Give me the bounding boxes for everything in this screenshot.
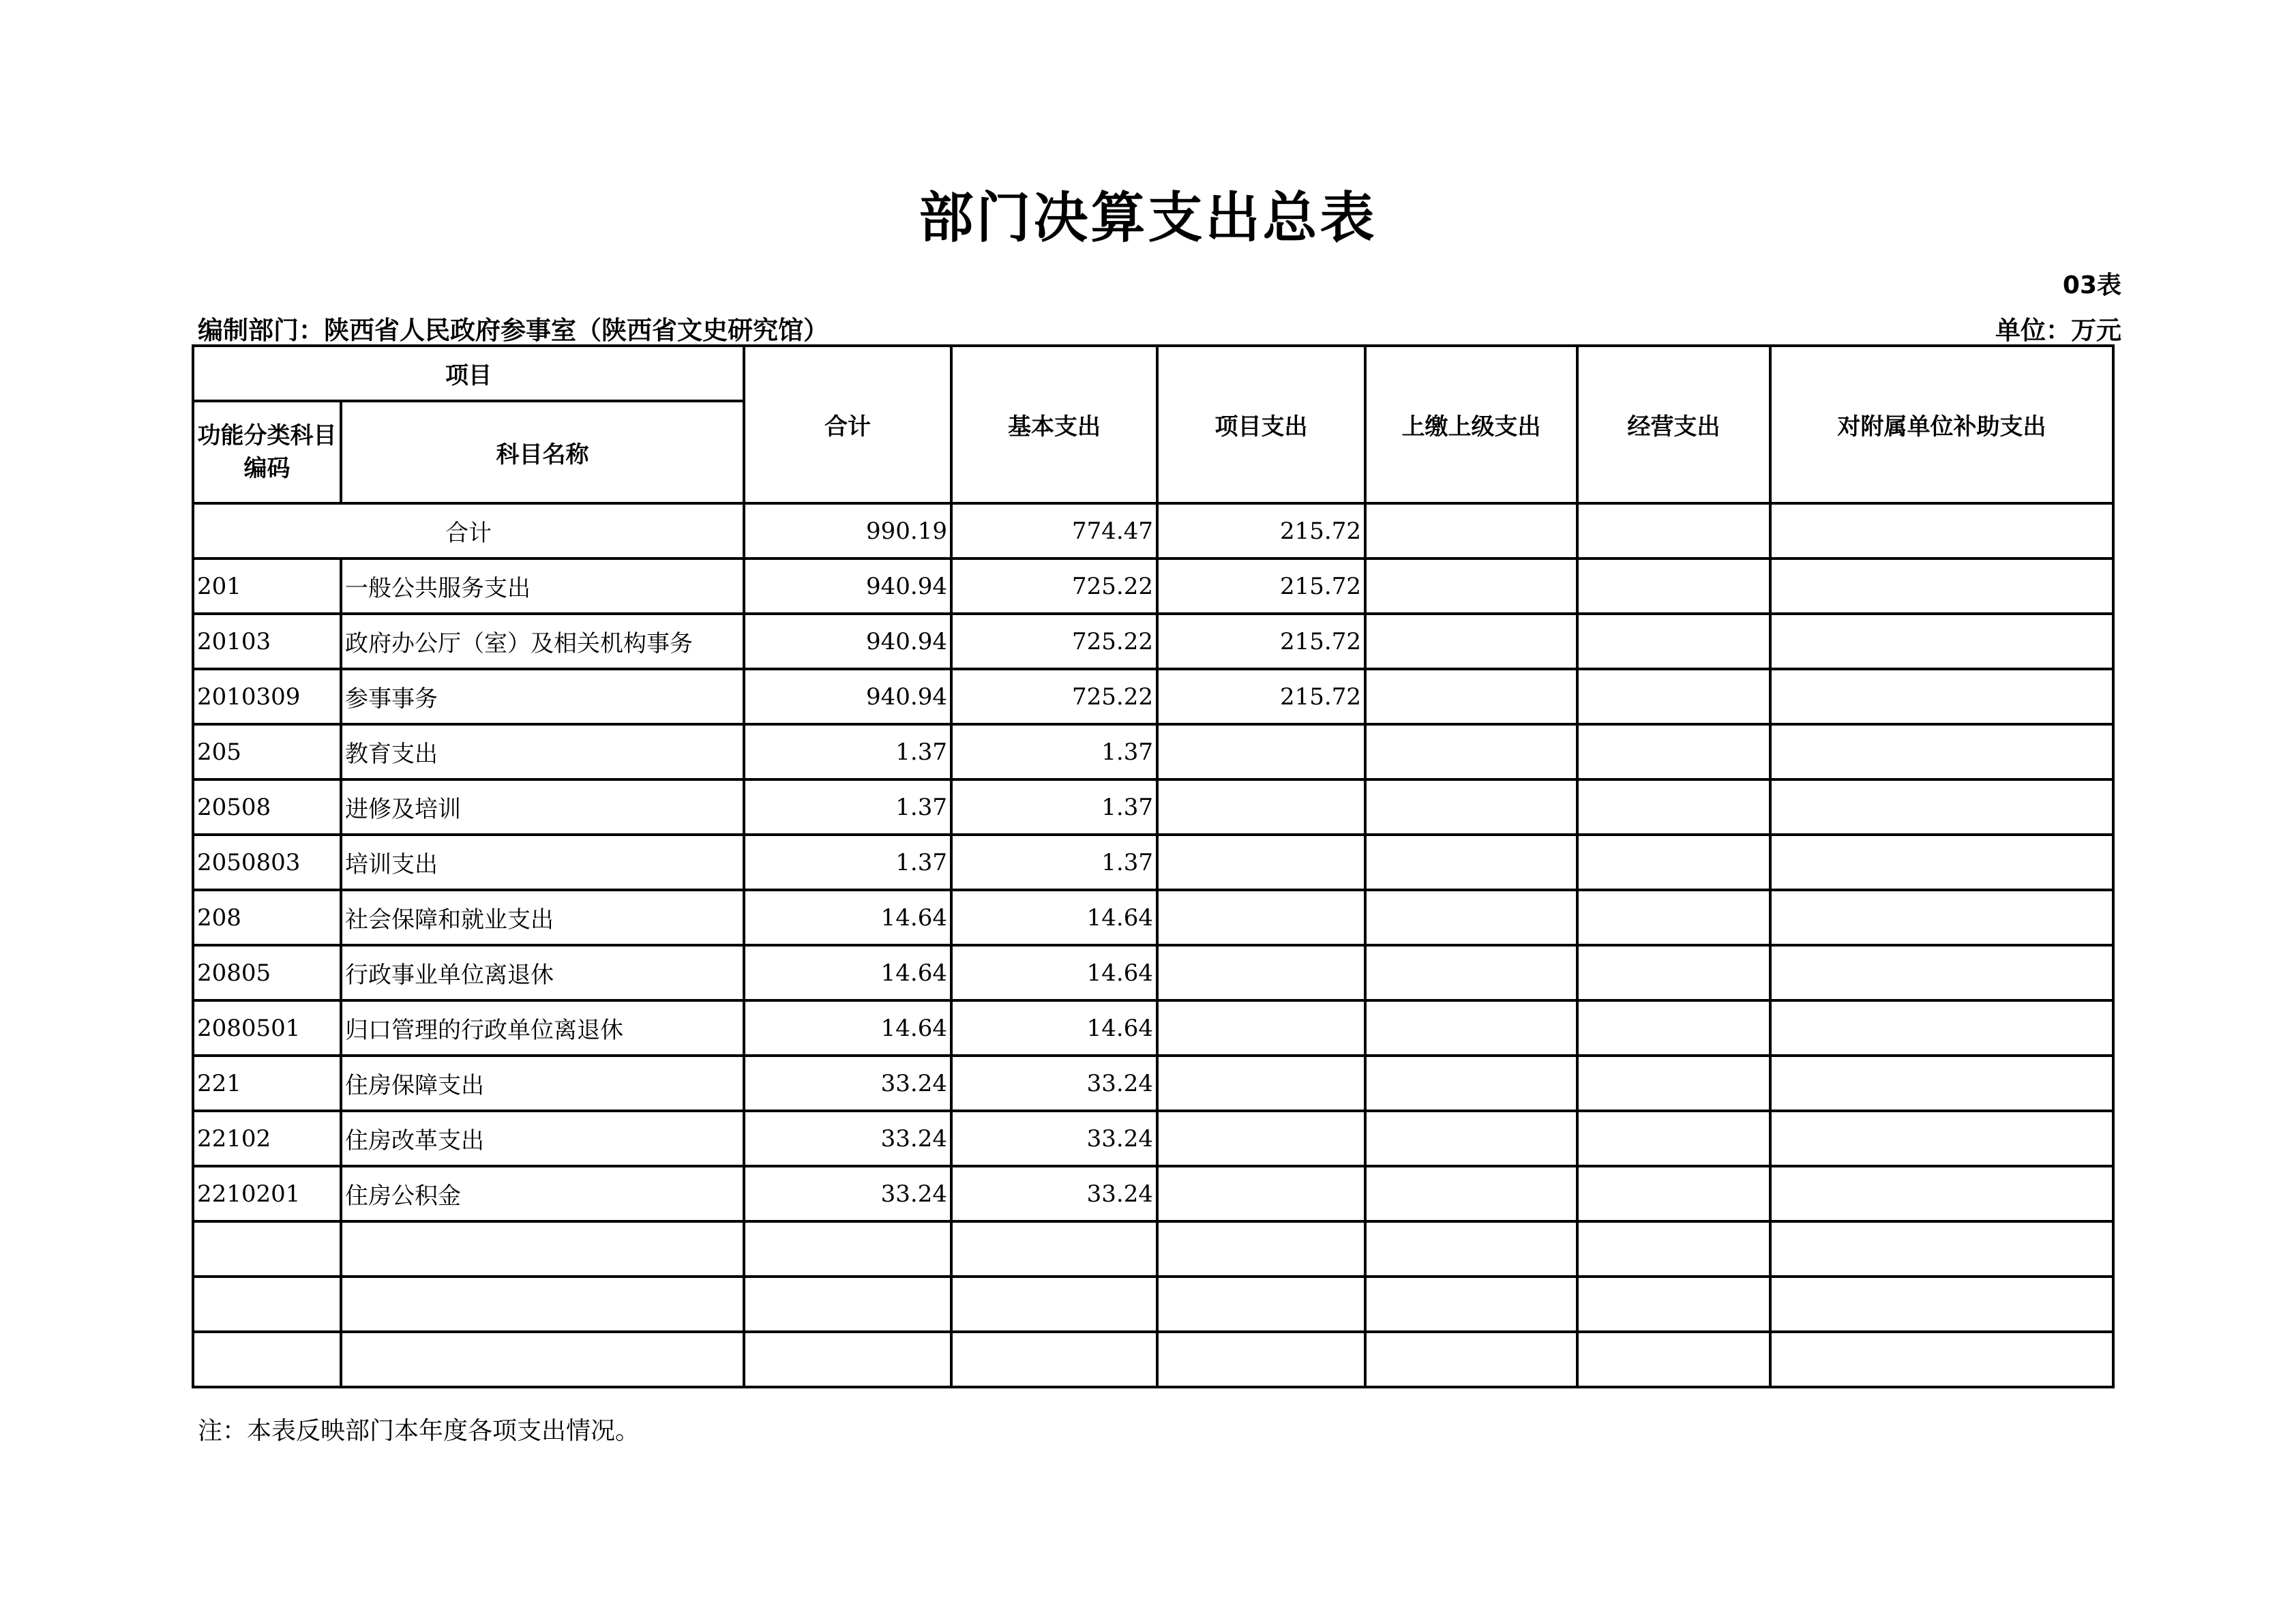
cell-project xyxy=(1157,1111,1365,1166)
cell-subsidy xyxy=(1770,1221,2113,1277)
table-row xyxy=(193,1056,2113,1111)
cell-total: 1.37 xyxy=(744,835,951,890)
cell-basic: 1.37 xyxy=(951,724,1157,779)
cell-code: 2050803 xyxy=(193,835,341,890)
summary-row xyxy=(193,503,2113,559)
cell-total: 14.64 xyxy=(744,890,951,945)
header-basic: 基本支出 xyxy=(951,346,1157,503)
cell-business xyxy=(1577,890,1770,945)
cell-superior xyxy=(1365,724,1577,779)
cell-total: 940.94 xyxy=(744,559,951,614)
summary-label: 合计 xyxy=(193,503,744,559)
cell-name: 行政事业单位离退休 xyxy=(341,945,744,1000)
cell-code xyxy=(193,1332,341,1387)
cell-basic: 33.24 xyxy=(951,1111,1157,1166)
header-business: 经营支出 xyxy=(1577,346,1770,503)
cell-subsidy xyxy=(1770,890,2113,945)
cell-total: 14.64 xyxy=(744,945,951,1000)
cell-business xyxy=(1577,1332,1770,1387)
cell-superior xyxy=(1365,1277,1577,1332)
cell-basic: 14.64 xyxy=(951,1000,1157,1056)
table-row xyxy=(193,890,2113,945)
cell-business xyxy=(1577,835,1770,890)
cell-project xyxy=(1157,724,1365,779)
cell-basic: 33.24 xyxy=(951,1056,1157,1111)
cell-business xyxy=(1577,1056,1770,1111)
cell-project xyxy=(1157,835,1365,890)
table-row xyxy=(193,835,2113,890)
page-title: 部门决算支出总表 xyxy=(919,186,1377,250)
table-row xyxy=(193,1332,2113,1387)
cell-basic: 725.22 xyxy=(951,614,1157,669)
cell-business xyxy=(1577,779,1770,835)
cell-subsidy xyxy=(1770,724,2113,779)
cell-superior xyxy=(1365,890,1577,945)
cell-code: 22102 xyxy=(193,1111,341,1166)
cell-superior xyxy=(1365,835,1577,890)
table-row xyxy=(193,945,2113,1000)
cell-project xyxy=(1157,779,1365,835)
cell-basic xyxy=(951,1277,1157,1332)
cell-subsidy xyxy=(1770,945,2113,1000)
cell-basic: 725.22 xyxy=(951,669,1157,724)
cell-subsidy xyxy=(1770,669,2113,724)
cell-subsidy xyxy=(1770,614,2113,669)
table-row xyxy=(193,1166,2113,1221)
cell-subsidy xyxy=(1770,1166,2113,1221)
cell-project xyxy=(1157,1277,1365,1332)
header-project: 项目 xyxy=(193,346,744,401)
cell-name: 住房保障支出 xyxy=(341,1056,744,1111)
cell-total xyxy=(744,1277,951,1332)
cell-basic: 14.64 xyxy=(951,945,1157,1000)
cell-total: 940.94 xyxy=(744,614,951,669)
header-name: 科目名称 xyxy=(341,401,744,503)
cell-total: 33.24 xyxy=(744,1166,951,1221)
cell-total xyxy=(744,1221,951,1277)
cell-project xyxy=(1157,1332,1365,1387)
cell-basic: 33.24 xyxy=(951,1166,1157,1221)
unit-label: 单位：万元 xyxy=(1995,316,2121,345)
cell-total: 1.37 xyxy=(744,724,951,779)
cell-name: 培训支出 xyxy=(341,835,744,890)
table-row xyxy=(193,559,2113,614)
cell-project xyxy=(1157,1056,1365,1111)
table-row xyxy=(193,724,2113,779)
cell-project: 215.72 xyxy=(1157,614,1365,669)
cell-code xyxy=(193,1221,341,1277)
header-subsidy: 对附属单位补助支出 xyxy=(1770,346,2113,503)
cell-code: 2010309 xyxy=(193,669,341,724)
cell-superior xyxy=(1365,1332,1577,1387)
cell-name xyxy=(341,1277,744,1332)
cell-subsidy xyxy=(1770,835,2113,890)
cell-basic: 725.22 xyxy=(951,559,1157,614)
cell-basic xyxy=(951,1332,1157,1387)
summary-subsidy xyxy=(1770,503,2113,559)
cell-business xyxy=(1577,669,1770,724)
table-row xyxy=(193,1221,2113,1277)
header-superior: 上缴上级支出 xyxy=(1365,346,1577,503)
table-row xyxy=(193,1000,2113,1056)
cell-name: 住房公积金 xyxy=(341,1166,744,1221)
cell-superior xyxy=(1365,779,1577,835)
cell-business xyxy=(1577,945,1770,1000)
header-code: 功能分类科目编码 xyxy=(193,401,341,503)
cell-business xyxy=(1577,1221,1770,1277)
cell-subsidy xyxy=(1770,559,2113,614)
cell-business xyxy=(1577,614,1770,669)
cell-project xyxy=(1157,890,1365,945)
table-row xyxy=(193,614,2113,669)
summary-total: 990.19 xyxy=(744,503,951,559)
cell-superior xyxy=(1365,1000,1577,1056)
summary-superior xyxy=(1365,503,1577,559)
cell-name: 教育支出 xyxy=(341,724,744,779)
cell-project xyxy=(1157,1221,1365,1277)
footnote: 注：本表反映部门本年度各项支出情况。 xyxy=(198,1417,640,1445)
cell-business xyxy=(1577,1111,1770,1166)
cell-name xyxy=(341,1332,744,1387)
cell-total xyxy=(744,1332,951,1387)
cell-code xyxy=(193,1277,341,1332)
cell-total: 33.24 xyxy=(744,1056,951,1111)
cell-project xyxy=(1157,1166,1365,1221)
table-row xyxy=(193,1277,2113,1332)
table-row xyxy=(193,779,2113,835)
cell-project: 215.72 xyxy=(1157,559,1365,614)
cell-project xyxy=(1157,1000,1365,1056)
cell-subsidy xyxy=(1770,1056,2113,1111)
cell-basic: 14.64 xyxy=(951,890,1157,945)
form-number: 03表 xyxy=(2062,271,2121,299)
cell-subsidy xyxy=(1770,1000,2113,1056)
cell-subsidy xyxy=(1770,1332,2113,1387)
cell-name: 一般公共服务支出 xyxy=(341,559,744,614)
cell-basic xyxy=(951,1221,1157,1277)
cell-superior xyxy=(1365,669,1577,724)
cell-superior xyxy=(1365,559,1577,614)
cell-total: 1.37 xyxy=(744,779,951,835)
cell-code: 201 xyxy=(193,559,341,614)
cell-code: 221 xyxy=(193,1056,341,1111)
cell-name: 参事事务 xyxy=(341,669,744,724)
cell-basic: 1.37 xyxy=(951,835,1157,890)
cell-superior xyxy=(1365,945,1577,1000)
cell-superior xyxy=(1365,1111,1577,1166)
table-row xyxy=(193,669,2113,724)
cell-business xyxy=(1577,1000,1770,1056)
summary-business xyxy=(1577,503,1770,559)
cell-code: 20103 xyxy=(193,614,341,669)
department-label: 编制部门：陕西省人民政府参事室（陕西省文史研究馆） xyxy=(198,316,829,345)
cell-business xyxy=(1577,1166,1770,1221)
cell-code: 208 xyxy=(193,890,341,945)
table-row xyxy=(193,1111,2113,1166)
cell-code: 20805 xyxy=(193,945,341,1000)
cell-business xyxy=(1577,559,1770,614)
cell-superior xyxy=(1365,614,1577,669)
cell-basic: 1.37 xyxy=(951,779,1157,835)
cell-business xyxy=(1577,1277,1770,1332)
cell-project: 215.72 xyxy=(1157,669,1365,724)
header-project-expense: 项目支出 xyxy=(1157,346,1365,503)
cell-total: 14.64 xyxy=(744,1000,951,1056)
cell-name: 归口管理的行政单位离退休 xyxy=(341,1000,744,1056)
cell-code: 20508 xyxy=(193,779,341,835)
header-total: 合计 xyxy=(744,346,951,503)
cell-subsidy xyxy=(1770,779,2113,835)
cell-subsidy xyxy=(1770,1277,2113,1332)
summary-project: 215.72 xyxy=(1157,503,1365,559)
cell-code: 2080501 xyxy=(193,1000,341,1056)
cell-name xyxy=(341,1221,744,1277)
cell-name: 住房改革支出 xyxy=(341,1111,744,1166)
cell-total: 940.94 xyxy=(744,669,951,724)
cell-name: 进修及培训 xyxy=(341,779,744,835)
cell-total: 33.24 xyxy=(744,1111,951,1166)
cell-project xyxy=(1157,945,1365,1000)
cell-code: 205 xyxy=(193,724,341,779)
cell-name: 政府办公厅（室）及相关机构事务 xyxy=(341,614,744,669)
cell-superior xyxy=(1365,1056,1577,1111)
cell-superior xyxy=(1365,1166,1577,1221)
summary-basic: 774.47 xyxy=(951,503,1157,559)
cell-name: 社会保障和就业支出 xyxy=(341,890,744,945)
cell-code: 2210201 xyxy=(193,1166,341,1221)
expenditure-table xyxy=(192,344,2115,1388)
cell-business xyxy=(1577,724,1770,779)
cell-subsidy xyxy=(1770,1111,2113,1166)
cell-superior xyxy=(1365,1221,1577,1277)
